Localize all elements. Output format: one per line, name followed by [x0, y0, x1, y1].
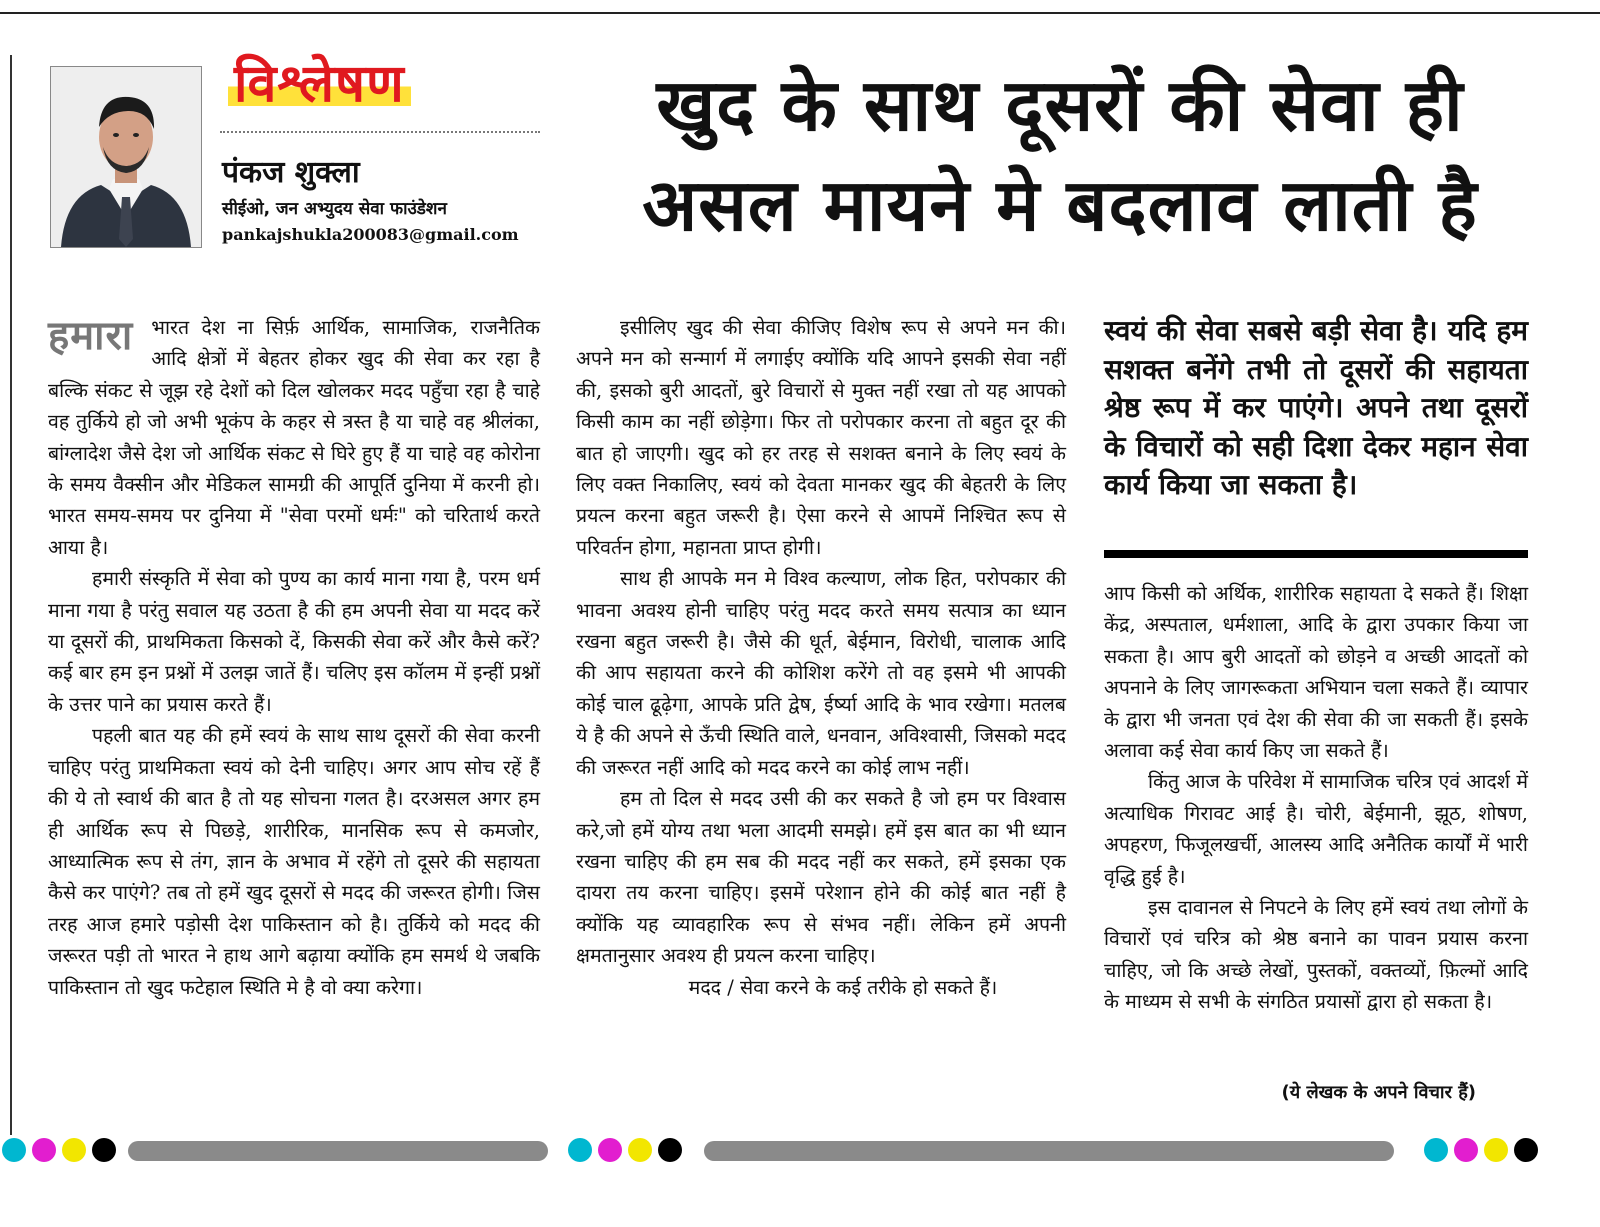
headline-line-1: खुद के साथ दूसरों की सेवा ही: [656, 63, 1464, 147]
print-bar: [704, 1141, 1394, 1161]
print-bar: [128, 1141, 548, 1161]
registration-dot-yellow: [62, 1138, 86, 1162]
author-name: पंकज शुक्ला: [222, 155, 360, 190]
paragraph: किंतु आज के परिवेश में सामाजिक चरित्र एवं आदर्श में अत्याधिक गिरावट आई है। चोरी, बेईमानी, झूठ, शोषण, अपहरण, फिजूलखर्ची, आलस्य आदि अनैतिक कार्यों में भारी वृद्धि हुई है।: [1104, 770, 1528, 888]
author-role: सीईओ, जन अभ्युदय सेवा फाउंडेशन: [222, 199, 447, 219]
drop-cap: हमारा: [48, 313, 134, 359]
paragraph: इस दावानल से निपटने के लिए हमें स्वयं तथा लोगों के विचारों एवं चरित्र को श्रेष्ठ बनाने का पावन प्रयास करना चाहिए, जो कि अच्छे लेखों, पुस्तकों, वक्तव्यों, फ़िल्मों आदि के माध्यम से सभी के संगठित प्रयासों द्वारा हो सकता है।: [1104, 896, 1528, 1014]
registration-dot-cyan: [2, 1138, 26, 1162]
author-disclaimer: (ये लेखक के अपने विचार हैं): [1281, 1082, 1476, 1103]
article-column-1: [48, 312, 540, 1003]
paragraph: हम तो दिल से मदद उसी की कर सकते है जो हम पर विश्वास करे,जो हमें योग्य तथा भला आदमी समझे। हमें इस बात का भी ध्यान रखना चाहिए की हम सब की मदद नहीं कर सकते, हमें इसका एक दायरा तय करना चाहिए। इसमें परेशान होने की कोई बात नहीं है क्योंकि यह व्यावहारिक रूप से संभव नहीं। लेकिन हमें अपनी क्षमतानुसार अवश्य ही प्रयत्न करना चाहिए।: [576, 787, 1066, 968]
author-photo: [50, 66, 202, 248]
registration-dot-black: [1514, 1138, 1538, 1162]
registration-dot-black: [658, 1138, 682, 1162]
registration-dot-yellow: [1484, 1138, 1508, 1162]
headline: [555, 55, 1565, 255]
top-rule: [0, 12, 1600, 14]
article-column-3: [1104, 578, 1528, 1018]
section-kicker: विश्लेषण: [228, 58, 411, 110]
paragraph: [48, 312, 540, 563]
registration-dot-black: [92, 1138, 116, 1162]
registration-dot-cyan: [1424, 1138, 1448, 1162]
paragraph: साथ ही आपके मन मे विश्व कल्याण, लोक हित, परोपकार की भावना अवश्य होनी चाहिए परंतु मदद करते समय सत्पात्र का ध्यान रखना बहुत जरूरी है। जैसे की धूर्त, बेईमान, विरोधी, चालाक आदि की आप सहायता करने की कोशिश करेंगे तो वह इसमे भी आपकी कोई चाल ढूढ़ेगा, आपके प्रति द्वेष, ईर्ष्या आदि के भाव रखेगा। मतलब ये है की अपने से ऊँची स्थिति वाले, धनवान, अविश्वासी, जिसको मदद की जरूरत नहीं आदि को मदद करने का कोई लाभ नहीं।: [576, 567, 1066, 779]
paragraph: मदद / सेवा करने के कई तरीके हो सकते हैं।: [688, 975, 998, 999]
author-email: pankajshukla200083@gmail.com: [222, 225, 519, 244]
registration-dot-cyan: [568, 1138, 592, 1162]
column-rule: [10, 55, 12, 1135]
paragraph: पहली बात यह की हमें स्वयं के साथ साथ दूसरों की सेवा करनी चाहिए परंतु प्राथमिकता स्वयं को देनी चाहिए। अगर आप सोच रहें हैं की ये तो स्वार्थ की बात है तो यह सोचना गलत है। दरअसल अगर हम ही आर्थिक रूप से पिछड़े, शारीरिक, मानसिक रूप से कमजोर, आध्यात्मिक रूप से तंग, ज्ञान के अभाव में रहेंगे तो दूसरे की सहायता कैसे कर पाएंगे? तब तो हमें खुद दूसरों से मदद की जरूरत होगी। जिस तरह आज हमारे पड़ोसी देश पाकिस्तान को है। तुर्किये को मदद की जरूरत पड़ी तो भारत ने हाथ आगे बढ़ाया क्योंकि हम समर्थ थे जबकि पाकिस्तान तो खुद फटेहाल स्थिति मे है वो क्या करेगा।: [48, 724, 540, 999]
registration-dot-magenta: [1454, 1138, 1478, 1162]
headline-line-2: असल मायने मे बदलाव लाती है: [642, 163, 1478, 247]
registration-dot-magenta: [32, 1138, 56, 1162]
paragraph: आप किसी को अर्थिक, शारीरिक सहायता दे सकते हैं। शिक्षा केंद्र, अस्पताल, धर्मशाला, आदि के द्वारा उपकार किया जा सकता है। आप बुरी आदतों को छोड़ने व अच्छी आदतों को अपनाने के लिए जागरूकता अभियान चला सकते हैं। व्यापार के द्वारा भी जनता एवं देश की सेवा की जा सकती हैं। इसके अलावा कई सेवा कार्य किए जा सकते हैं।: [1104, 582, 1528, 763]
paragraph-text: भारत देश ना सिर्फ़ आर्थिक, सामाजिक, राजनैतिक आदि क्षेत्रों में बेहतर होकर खुद की सेवा कर रहा है बल्कि संकट से जूझ रहे देशों को दिल खोलकर मदद पहुँचा रहा है चाहे वह तुर्किये हो जो अभी भूकंप के कहर से त्रस्त है या चाहे वह श्रीलंका, बांग्लादेश जैसे देश जो आर्थिक संकट से घिरे हुए हैं या चाहे वह कोरोना के समय वैक्सीन और मेडिकल सामग्री की आपूर्ति दुनिया में करनी हो। भारत समय-समय पर दुनिया में "सेवा परमों धर्मः" को चरितार्थ करते आया है।: [48, 316, 540, 559]
paragraph: इसीलिए खुद की सेवा कीजिए विशेष रूप से अपने मन की। अपने मन को सन्मार्ग में लगाईए क्योंकि यदि आपने इसकी सेवा नहीं की, इसको बुरी आदतों, बुरे विचारों से मुक्त नहीं रखा तो यह आपको किसी काम का नहीं छोड़ेगा। फिर तो परोपकार करना तो बहुत दूर की बात हो जाएगी। खुद को हर तरह से सशक्त बनाने के लिए स्वयं के लिए वक्त निकालिए, स्वयं को देवता मानकर खुद की बेहतरी के लिए प्रयत्न करना बहुत जरूरी है। ऐसा करने से आपमें निश्चित रूप से परिवर्तन होगा, महानता प्राप्त होगी।: [576, 316, 1066, 559]
pull-quote: स्वयं की सेवा सबसे बड़ी सेवा है। यदि हम सशक्त बनेंगे तभी तो दूसरों की सहायता श्रेष्ठ रूप में कर पाएंगे। अपने तथा दूसरों के विचारों को सही दिशा देकर महान सेवा कार्य किया जा सकता है।: [1104, 314, 1528, 502]
pull-quote-rule: [1104, 550, 1528, 558]
registration-dot-yellow: [628, 1138, 652, 1162]
author-portrait-image: [51, 67, 201, 247]
article-column-2: [576, 312, 1066, 1003]
registration-dot-magenta: [598, 1138, 622, 1162]
dotted-divider: [220, 131, 540, 133]
paragraph: हमारी संस्कृति में सेवा को पुण्य का कार्य माना गया है, परम धर्म माना गया है परंतु सवाल यह उठता है की हम अपनी सेवा या मदद करें या दूसरों की, प्राथमिकता किसको दें, किसकी सेवा करें और कैसे करें? कई बार हम इन प्रश्नों में उलझ जातें हैं। चलिए इस कॉलम में इन्हीं प्रश्नों के उत्तर पाने का प्रयास करते हैं।: [48, 567, 540, 716]
